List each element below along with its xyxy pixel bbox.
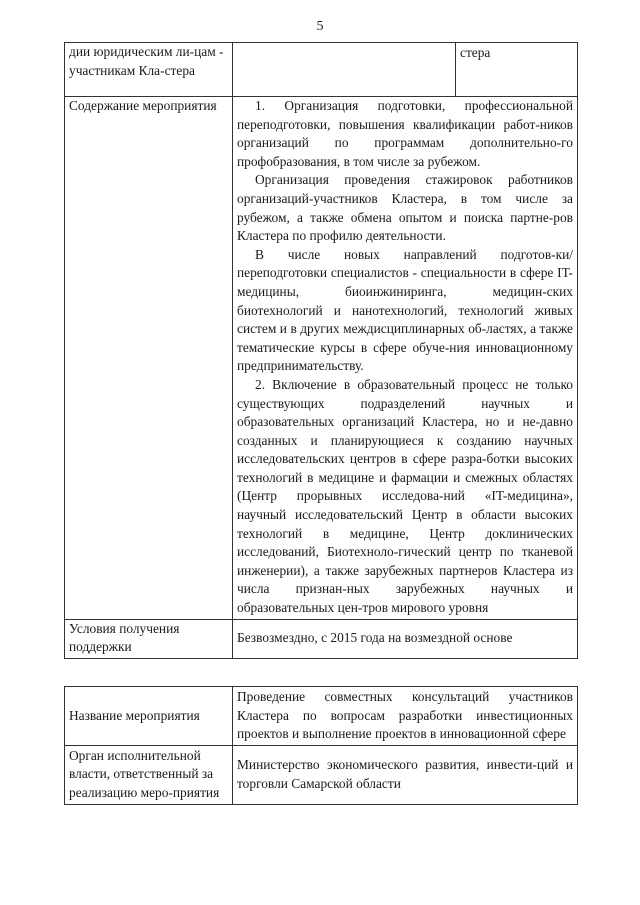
measure-content bbox=[233, 97, 578, 620]
table-row bbox=[65, 43, 578, 97]
table-row bbox=[65, 745, 578, 804]
row-label: Название мероприятия bbox=[65, 687, 233, 746]
content-paragraph: 2. Включение в образовательный процесс не только существующих подразделений научных и образовательных организаций Кластера, но и не-давно созданных и планирующиеся к созданию научных исследовательских центров в сфере разра-ботки высоких технологий в медицине и фармации и смежных областях (Центр прорывных исследова-ний «IT-медицина», научный исследовательский Центр в области высоких технологий в медицине, Центр доклинических исследований, Биотехноло-гический центр по тканевой инженерии), а также зарубежных партнеров Кластера из числа признан-ных зарубежных научных и образовательных цен-тров мирового уровня bbox=[237, 376, 573, 616]
table-row bbox=[65, 619, 578, 658]
row-middle-cell bbox=[233, 43, 456, 97]
measure-table-2 bbox=[64, 686, 578, 805]
content-paragraph: 1. Организация подготовки, профессиональной переподготовки, повышения квалификации работ-ников организаций по программам дополнительно-го профобразования, в том числе за рубежом. bbox=[237, 98, 573, 169]
content-paragraph: В числе новых направлений подготов-ки/переподготовки специалистов - специальности в сфере IT-медицины, биоинжиниринга, медицин-ских биотехнологий и нанотехнологий, технологий живых систем и в других междисциплинарных об-ластях, а также тематические курсы в сфере обуче-ния инновационному предпринимательству. bbox=[237, 246, 573, 374]
row-label: Условия получения поддержки bbox=[65, 619, 233, 658]
support-conditions-value: Безвозмездно, с 2015 года на возмездной основе bbox=[233, 619, 578, 658]
responsible-authority-value: Министерство экономического развития, инвести-ций и торговли Самарской области bbox=[233, 745, 578, 804]
content-paragraph: Организация проведения стажировок работников организаций-участников Кластера, в том числе за рубежом, а также обмена опытом и поиска партне-ров Кластера по профилю деятельности. bbox=[237, 172, 573, 244]
row-label: Орган исполнительной власти, ответственный за реализацию меро-приятия bbox=[65, 745, 233, 804]
page-number: 5 bbox=[316, 19, 324, 34]
table-row bbox=[65, 97, 578, 620]
table-row bbox=[65, 687, 578, 746]
measure-name-value: Проведение совместных консультаций участников Кластера по вопросам разработки инвестиционных проектов и выполнение проектов в инновационной сфере bbox=[233, 687, 578, 746]
row-label: Содержание мероприятия bbox=[65, 97, 233, 620]
measure-table-1 bbox=[64, 42, 578, 659]
row-label: дии юридическим ли-цам - участникам Кла-стера bbox=[65, 43, 233, 97]
row-right-cell: стера bbox=[456, 43, 578, 97]
